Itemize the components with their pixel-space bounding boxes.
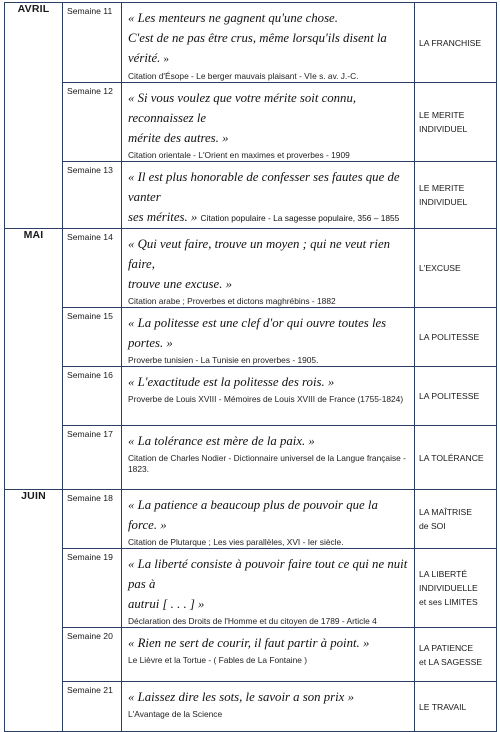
theme-label: LA TOLÉRANCE	[419, 452, 484, 463]
week-cell	[63, 308, 122, 367]
theme-label: LA PATIENCE	[419, 642, 474, 653]
quote-source: Citation arabe ; Proverbes et dictons maghrébins - 1882	[128, 296, 336, 306]
theme-label: INDIVIDUEL	[419, 197, 468, 207]
quote-line: « Il est plus honorable de confesser ses fautes que de vanter	[128, 170, 400, 204]
month-label: MAI	[23, 229, 44, 241]
quote-source: Citation d'Ésope - Le berger mauvais plaisant - VIe s. av. J.-C.	[128, 71, 359, 81]
table-row	[5, 426, 497, 490]
week-label: Semaine 11	[67, 6, 113, 16]
quote-close: »	[163, 53, 170, 65]
month-cell-juin	[5, 490, 63, 732]
quote-cell	[122, 83, 415, 162]
quote-cell	[122, 162, 415, 229]
week-cell	[63, 549, 122, 628]
quote-cell	[122, 426, 415, 490]
quote-line: « La patience a beaucoup plus de pouvoir que la force. »	[128, 498, 378, 532]
theme-label: LE MERITE	[419, 110, 465, 120]
week-label: Semaine 19	[67, 552, 113, 562]
theme-cell	[415, 367, 497, 426]
quote-cell	[122, 490, 415, 549]
quote-line: autrui [ . . . ] »	[128, 597, 205, 611]
week-cell	[63, 162, 122, 229]
quote-line	[128, 28, 410, 69]
quotes-table	[4, 2, 497, 732]
table-row	[5, 367, 497, 426]
theme-label: INDIVIDUEL	[419, 124, 468, 134]
quote-cell	[122, 229, 415, 308]
quote-source: Déclaration des Droits de l'Homme et du citoyen de 1789 - Article 4	[128, 616, 377, 626]
quote-line: « La liberté consiste à pouvoir faire tout ce qui ne nuit pas à	[128, 557, 408, 591]
quote-source: Citation populaire - La sagesse populaire, 356 – 1855	[200, 213, 400, 223]
table-row	[5, 229, 497, 308]
quote-line: trouve une excuse. »	[128, 277, 232, 291]
table-row	[5, 490, 497, 549]
theme-cell	[415, 3, 497, 83]
theme-cell	[415, 83, 497, 162]
theme-label: LE MERITE	[419, 183, 465, 193]
quote-line: « Rien ne sert de courir, il faut partir à point. »	[128, 636, 370, 650]
week-cell	[63, 367, 122, 426]
quote-source: Proverbe tunisien - La Tunisie en proverbes - 1905.	[128, 355, 319, 365]
quote-source: Proverbe de Louis XVIII - Mémoires de Louis XVIII de France (1755-1824)	[128, 394, 404, 404]
table-row	[5, 83, 497, 162]
theme-label: et ses LIMITES	[419, 597, 478, 607]
quote-source: L'Avantage de la Science	[128, 709, 223, 719]
quote-line: « Laissez dire les sots, le savoir a son prix »	[128, 690, 354, 704]
quote-cell	[122, 3, 415, 83]
month-label: AVRIL	[17, 3, 50, 15]
quote-text: ses mérites. »	[128, 210, 198, 224]
quote-cell	[122, 628, 415, 682]
theme-label: et LA SAGESSE	[419, 656, 483, 667]
week-cell	[63, 490, 122, 549]
table-row	[5, 3, 497, 83]
week-label: Semaine 20	[67, 631, 113, 641]
week-label: Semaine 13	[67, 165, 113, 175]
quote-line	[128, 207, 410, 228]
quote-cell	[122, 682, 415, 732]
table-row	[5, 549, 497, 628]
theme-label: LA FRANCHISE	[419, 37, 482, 48]
month-cell-mai	[5, 229, 63, 490]
theme-label: de SOI	[419, 521, 446, 531]
week-cell	[63, 426, 122, 490]
table-row	[5, 308, 497, 367]
quote-line: « Qui veut faire, trouve un moyen ; qui ne veut rien faire,	[128, 237, 391, 271]
table-row	[5, 162, 497, 229]
quote-cell	[122, 367, 415, 426]
month-label: JUIN	[21, 490, 46, 502]
week-label: Semaine 21	[67, 685, 113, 695]
theme-cell	[415, 682, 497, 732]
theme-cell	[415, 229, 497, 308]
quote-line: « La tolérance est mère de la paix. »	[128, 434, 315, 448]
theme-label: LA POLITESSE	[419, 332, 480, 342]
quote-text: C'est de ne pas être crus, même lorsqu'ils disent la vérité.	[128, 31, 387, 65]
week-cell	[63, 3, 122, 83]
theme-label: INDIVIDUELLE	[419, 583, 478, 593]
theme-label: LA MAÎTRISE	[419, 507, 473, 517]
quote-line: « La politesse est une clef d'or qui ouvre toutes les portes. »	[128, 316, 387, 350]
quote-line: « Si vous voulez que votre mérite soit connu, reconnaissez le	[128, 91, 357, 125]
theme-label: LA POLITESSE	[419, 391, 480, 401]
week-label: Semaine 14	[67, 232, 113, 242]
week-label: Semaine 15	[67, 311, 113, 321]
theme-cell	[415, 162, 497, 229]
quote-line: « L'exactitude est la politesse des rois. »	[128, 375, 335, 389]
theme-label: LE TRAVAIL	[419, 701, 467, 712]
week-label: Semaine 18	[67, 493, 113, 503]
quote-source: Citation orientale - L'Orient en maximes et proverbes - 1909	[128, 150, 350, 160]
theme-cell	[415, 628, 497, 682]
quote-cell	[122, 308, 415, 367]
quote-source: Citation de Charles Nodier - Dictionnaire universel de la Langue française - 1823.	[128, 453, 406, 474]
week-cell	[63, 229, 122, 308]
theme-cell	[415, 490, 497, 549]
table-row	[5, 682, 497, 732]
week-label: Semaine 16	[67, 370, 113, 380]
table-row	[5, 628, 497, 682]
theme-cell	[415, 549, 497, 628]
quote-source: Citation de Plutarque ; Les vies parallèles, XVI - Ier siècle.	[128, 537, 344, 547]
week-label: Semaine 12	[67, 86, 113, 96]
week-cell	[63, 628, 122, 682]
week-label: Semaine 17	[67, 429, 113, 439]
week-cell	[63, 83, 122, 162]
quote-source: Le Lièvre et la Tortue - ( Fables de La Fontaine )	[128, 655, 308, 665]
month-cell-avril	[5, 3, 63, 229]
theme-cell	[415, 308, 497, 367]
theme-label: LA LIBERTÉ	[419, 569, 468, 579]
quote-line: « Les menteurs ne gagnent qu'une chose.	[128, 11, 338, 25]
quote-cell	[122, 549, 415, 628]
theme-cell	[415, 426, 497, 490]
theme-label: L'EXCUSE	[419, 263, 461, 273]
week-cell	[63, 682, 122, 732]
quote-line: mérite des autres. »	[128, 131, 229, 145]
